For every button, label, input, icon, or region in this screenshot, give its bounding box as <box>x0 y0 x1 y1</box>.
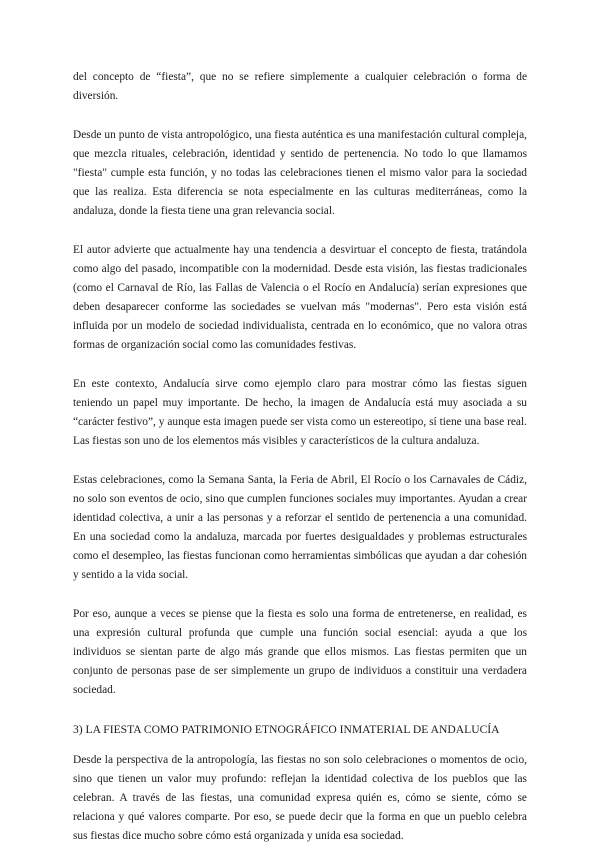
paragraph-section-intro: Desde la perspectiva de la antropología, las fiestas no son solo celebraciones o momentos de ocio, sino que tienen un valor muy profundo: reflejan la identidad colectiva de los pueblos que las celebran. A través de las fiestas, una comunidad expresa quién es, cómo se siente, cómo se relaciona y qué valores comparte. Por eso, se puede decir que la forma en que un pueblo celebra sus fiestas dice mucho sobre cómo está organizada y unida esa sociedad. <box>73 753 527 842</box>
paragraph-fiesta-concept-end: del concepto de “fiesta”, que no se refiere simplemente a cualquier celebración o forma de diversión. <box>73 71 527 103</box>
paragraph-social-function: Por eso, aunque a veces se piense que la fiesta es solo una forma de entretenerse, en realidad, es una expresión cultural profunda que cumple una función social esencial: ayuda a que los individuos se sientan parte de algo más grande que ellos mismos. Las fiestas permiten que un conjunto de personas pase de ser simplemente un grupo de individuos a constituir una verdadera sociedad. <box>73 607 527 697</box>
paragraph-anthropological-view: Desde un punto de vista antropológico, una fiesta auténtica es una manifestación cultural compleja, que mezcla rituales, celebración, identidad y sentido de pertenencia. No todo lo que llamamos "fiesta" cumple esta función, y no todas las celebraciones tienen el mismo valor para la sociedad que las realiza. Esta diferencia se nota especialmente en las culturas mediterráneas, como la andaluza, donde la fiesta tiene una gran relevancia social. <box>73 128 527 218</box>
document-page <box>73 68 527 866</box>
paragraph-andalucia-context: En este contexto, Andalucía sirve como ejemplo claro para mostrar cómo las fiestas siguen teniendo un papel muy importante. De hecho, la imagen de Andalucía está muy asociada a su “carácter festivo”, y aunque esta imagen puede ser vista como un estereotipo, sí tiene una base real. Las fiestas son uno de los elementos más visibles y característicos de la cultura andaluza. <box>73 377 527 447</box>
section-heading: 3) LA FIESTA COMO PATRIMONIO ETNOGRÁFICO INMATERIAL DE ANDALUCÍA <box>73 722 500 736</box>
paragraph-modernity-critique: El autor advierte que actualmente hay una tendencia a desvirtuar el concepto de fiesta, tratándola como algo del pasado, incompatible con la modernidad. Desde esta visión, las fiestas tradicionales (como el Carnaval de Río, las Fallas de Valencia o el Rocío en Andalucía) serían expresiones que deben desaparecer conforme las sociedades se vuelvan más "modernas". Pero esta visión está influida por un modelo de sociedad individualista, centrada en lo económico, que no valora otras formas de organización social como las comunidades festivas. <box>73 243 527 352</box>
paragraph-celebrations-functions: Estas celebraciones, como la Semana Santa, la Feria de Abril, El Rocío o los Carnavales de Cádiz, no solo son eventos de ocio, sino que cumplen funciones sociales muy importantes. Ayudan a crear identidad colectiva, a unir a las personas y a reforzar el sentido de pertenencia a una comunidad. En una sociedad como la andaluza, marcada por fuertes desigualdades y problemas estructurales como el desempleo, las fiestas funcionan como herramientas simbólicas que ayudan a dar cohesión y sentido a la vida social. <box>73 473 527 582</box>
